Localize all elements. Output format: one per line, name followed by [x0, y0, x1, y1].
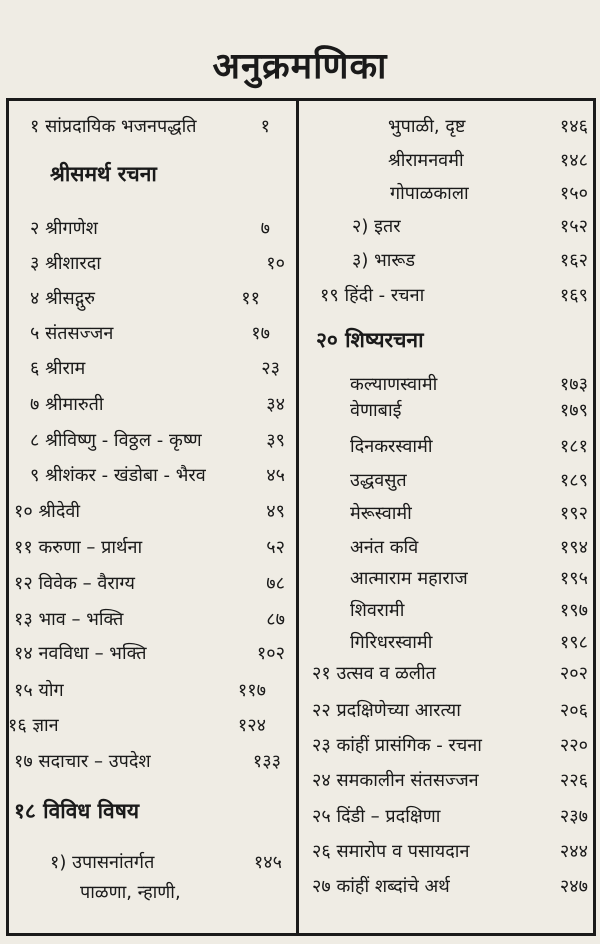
section-heading: २० शिष्यरचना: [316, 328, 424, 352]
entry-title: १२ विवेक – वैराग्य: [14, 573, 135, 594]
entry-title: २१ उत्सव व ळलीत: [312, 663, 436, 684]
entry-title: आत्माराम महाराज: [350, 568, 468, 589]
entry-title: २ श्रीगणेश: [30, 218, 98, 239]
entry-title: ३) भारूड: [352, 250, 416, 271]
entry-page: २४४: [559, 841, 588, 862]
entry-title: २६ समारोप व पसायदान: [312, 841, 470, 862]
entry-page: १६९: [559, 285, 588, 306]
entry-title: उद्धवसुत: [350, 470, 407, 491]
entry-title: १४ नवविधा – भक्ति: [14, 643, 147, 664]
entry-title: ४ श्रीसद्गुरु: [30, 288, 96, 309]
entry-title: १६ ज्ञान: [8, 715, 59, 736]
entry-title: ५ संतसज्जन: [30, 323, 114, 344]
entry-page: १०२: [256, 643, 285, 664]
entry-title: ६ श्रीराम: [30, 358, 86, 379]
entry-title: २२ प्रदक्षिणेच्या आरत्या: [312, 700, 461, 721]
entry-title: १) उपासनांतर्गत: [50, 852, 155, 873]
entry-title: ११ करुणा – प्रार्थना: [14, 537, 143, 558]
entry-page: १२४: [237, 715, 266, 736]
entry-title: गिरिधरस्वामी: [350, 632, 433, 653]
entry-page: २४७: [559, 876, 588, 897]
entry-page: २२६: [559, 770, 588, 791]
entry-page: १४८: [559, 150, 588, 171]
entry-page: ४५: [266, 465, 285, 486]
entry-title: १० श्रीदेवी: [14, 501, 81, 522]
entry-page: २०६: [559, 700, 588, 721]
entry-page: १८१: [559, 436, 588, 457]
column-divider: [296, 98, 299, 936]
entry-title: ३ श्रीशारदा: [30, 253, 101, 274]
entry-title: ८ श्रीविष्णु - विठ्ठल - कृष्ण: [30, 430, 202, 451]
entry-page: १९७: [559, 600, 588, 621]
entry-page: २०२: [559, 663, 588, 684]
entry-page: १७९: [559, 400, 588, 421]
entry-page: ७: [260, 218, 270, 239]
entry-title: १५ योग: [14, 680, 64, 701]
entry-title: कल्याणस्वामी: [350, 374, 438, 395]
entry-page: १३३: [252, 751, 281, 772]
entry-title: १३ भाव – भक्ति: [14, 609, 124, 630]
entry-title: दिनकरस्वामी: [350, 436, 433, 457]
entry-page: ८७: [266, 609, 285, 630]
entry-title: १९ हिंदी - रचना: [320, 285, 425, 306]
entry-title: अनंत कवि: [350, 537, 419, 558]
entry-page: १५२: [559, 216, 588, 237]
section-heading: १८ विविध विषय: [14, 799, 140, 823]
entry-continuation: पाळणा, न्हाणी,: [80, 882, 181, 903]
entry-page: १५०: [559, 183, 588, 204]
entry-page: १: [260, 116, 270, 137]
entry-page: १९४: [559, 537, 588, 558]
entry-title: ९ श्रीशंकर - खंडोबा - भैरव: [30, 465, 206, 486]
entry-title: २७ कांहीं शब्दांचे अर्थ: [312, 876, 450, 897]
entry-title: २) इतर: [352, 216, 401, 237]
entry-page: ३४: [266, 394, 285, 415]
entry-title: शिवरामी: [350, 600, 405, 621]
entry-title: १७ सदाचार – उपदेश: [14, 751, 151, 772]
entry-page: ३९: [266, 430, 285, 451]
entry-title: गोपाळकाला: [390, 183, 469, 204]
entry-title: मेरूस्वामी: [350, 503, 412, 524]
entry-title: २३ कांहीं प्रासंगिक - रचना: [312, 735, 482, 756]
entry-title: वेणाबाई: [350, 400, 402, 421]
entry-page: ७८: [266, 573, 285, 594]
entry-page: ११७: [237, 680, 266, 701]
entry-page: १९२: [559, 503, 588, 524]
entry-title: ७ श्रीमारुती: [30, 394, 104, 415]
entry-page: २२०: [559, 735, 588, 756]
entry-title: २५ दिंडी – प्रदक्षिणा: [312, 806, 441, 827]
entry-title: भुपाळी, दृष्ट: [388, 116, 466, 137]
entry-page: ११: [241, 288, 260, 309]
entry-page: ५२: [266, 537, 285, 558]
entry-page: १०: [266, 253, 285, 274]
entry-page: २३७: [559, 806, 588, 827]
entry-page: १९५: [559, 568, 588, 589]
entry-page: १७३: [559, 374, 588, 395]
entry-title: १ सांप्रदायिक भजनपद्धति: [30, 116, 197, 137]
entry-page: १८९: [559, 470, 588, 491]
entry-page: १७: [251, 323, 270, 344]
entry-page: १४५: [253, 852, 282, 873]
entry-page: १४६: [559, 116, 588, 137]
entry-title: २४ समकालीन संतसज्जन: [312, 770, 479, 791]
entry-page: २३: [261, 358, 280, 379]
entry-page: ४९: [266, 501, 285, 522]
entry-page: १९८: [559, 632, 588, 653]
entry-page: १६२: [559, 250, 588, 271]
page-title: अनुक्रमणिका: [212, 46, 388, 87]
entry-title: श्रीरामनवमी: [388, 150, 464, 171]
section-heading: श्रीसमर्थ रचना: [50, 162, 157, 186]
